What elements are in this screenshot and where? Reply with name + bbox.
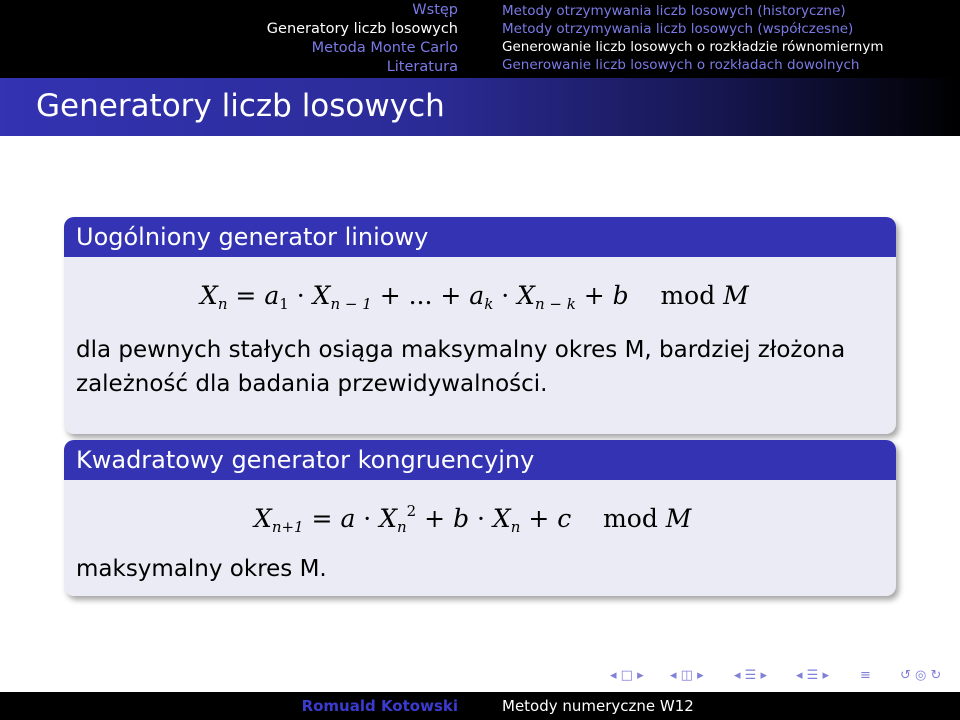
footer-author: Romuald Kotowski (301, 697, 458, 715)
slide-title: Generatory liczb losowych (36, 88, 445, 124)
next-section-icon[interactable]: ◂ ☰ ▸ (796, 668, 829, 683)
block-title: Kwadratowy generator kongruencyjny (64, 440, 896, 480)
frame-title-bar (0, 78, 960, 136)
footer-course: Metody numeryczne W12 (502, 697, 694, 715)
footer-bar (0, 692, 960, 720)
prev-section-icon[interactable]: ◂ ☰ ▸ (734, 668, 767, 683)
block-text-line-1: dla pewnych stałych osiąga maksymalny okres M, bardziej złożona (76, 337, 846, 363)
nav-subsection-historyczne[interactable]: Metody otrzymywania liczb losowych (historyczne) (502, 3, 846, 19)
beamer-navigation-symbols (610, 668, 960, 688)
prev-frame-icon[interactable]: ◂ □ ▸ (610, 668, 644, 683)
linear-generator-formula: $X_n = a_1 \cdot X_{n - 1}$ + ... + $a_k \cdot X_{n - k} + b$ mod M (200, 281, 749, 313)
equals-icon[interactable]: ≡ (860, 668, 871, 683)
block-quadratic-generator (64, 440, 896, 596)
block-title: Uogólniony generator liniowy (64, 217, 896, 257)
block-body (64, 257, 896, 434)
nav-section-literatura[interactable]: Literatura (386, 59, 458, 75)
nav-subsection-dowolne[interactable]: Generowanie liczb losowych o rozkładach dowolnych (502, 57, 860, 73)
block-body (64, 480, 896, 596)
nav-section-monte-carlo[interactable]: Metoda Monte Carlo (311, 40, 458, 56)
nav-subsection-wspolczesne[interactable]: Metody otrzymywania liczb losowych (współczesne) (502, 21, 854, 37)
block-text: maksymalny okres M. (76, 556, 327, 582)
section-navigation (0, 0, 470, 78)
block-linear-generator (64, 217, 896, 434)
nav-subsection-rownomierny[interactable]: Generowanie liczb losowych o rozkładzie równomiernym (502, 39, 884, 55)
nav-section-wstep[interactable]: Wstęp (412, 2, 458, 18)
quadratic-generator-formula: $X_{n+1} = a \cdot X_n^2 + b \cdot X_n + c$ mod M (254, 502, 692, 536)
nav-section-generatory[interactable]: Generatory liczb losowych (266, 21, 458, 37)
subsection-navigation (502, 0, 952, 78)
prev-subsection-icon[interactable]: ◂ ◫ ▸ (670, 668, 704, 683)
block-text-line-2: zależność dla badania przewidywalności. (76, 371, 548, 397)
search-back-icon[interactable]: ↺ ◎ ↻ (900, 668, 942, 683)
navigation-bar (0, 0, 960, 78)
